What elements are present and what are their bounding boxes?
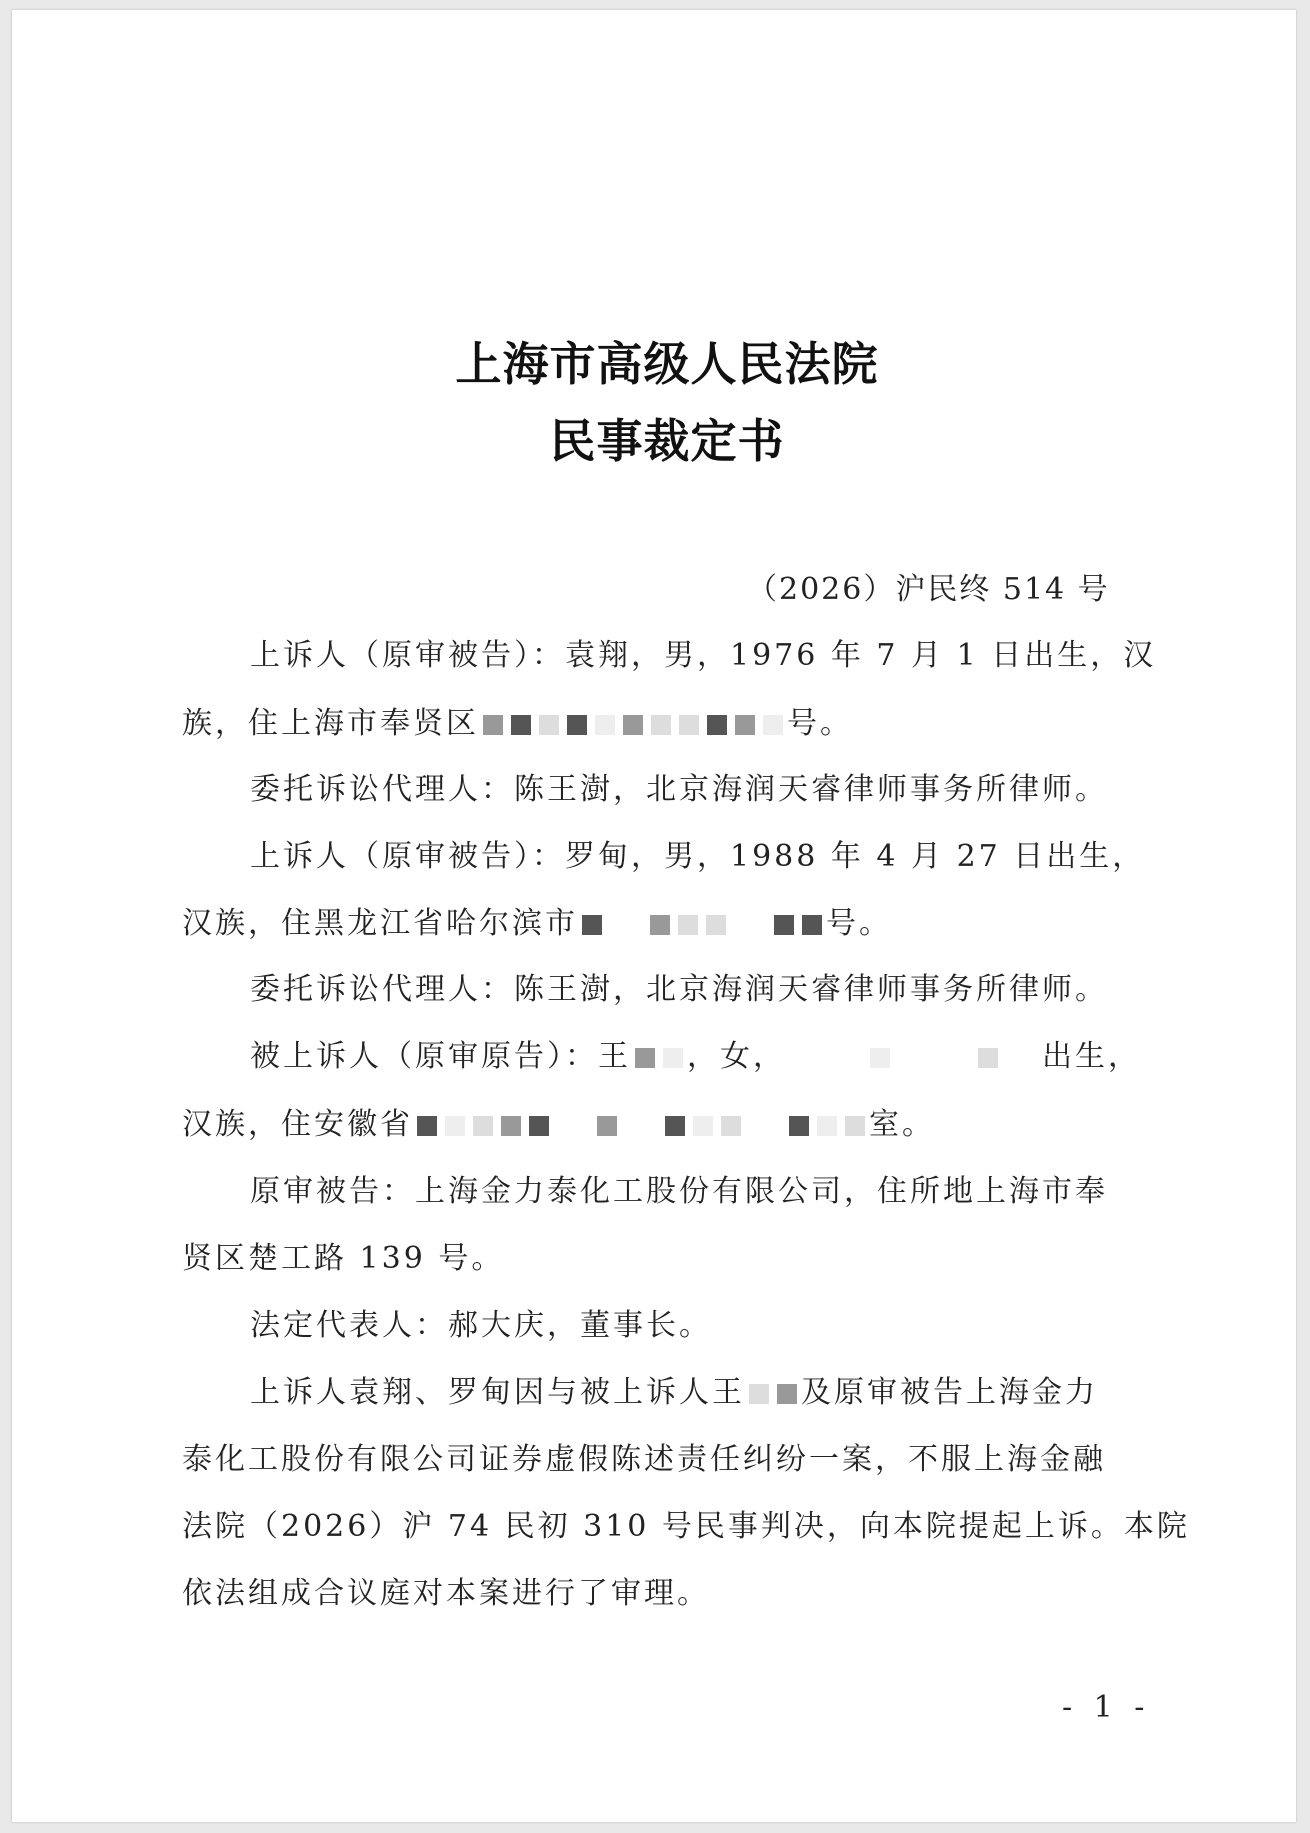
address-prefix: 族，住上海市奉贤区	[182, 706, 479, 741]
redaction	[582, 915, 602, 935]
case-number: （2026）沪民终 514 号	[747, 572, 1110, 607]
redaction	[501, 1116, 521, 1136]
case-summary-line-4: 依法组成合议庭对本案进行了审理。	[182, 1576, 710, 1611]
redaction	[445, 1116, 465, 1136]
redaction	[650, 915, 670, 935]
redaction	[665, 1116, 685, 1136]
address-prefix: 汉族，住黑龙江省哈尔滨市	[182, 906, 578, 941]
court-name: 上海市高级人民法院	[455, 337, 879, 391]
redaction	[483, 715, 503, 735]
redaction	[529, 1116, 549, 1136]
redaction	[623, 715, 643, 735]
redaction	[735, 715, 755, 735]
redaction	[539, 715, 559, 735]
redaction	[651, 715, 671, 735]
document-type: 民事裁定书	[549, 414, 785, 468]
paragraph-appellant-2: 上诉人（原审被告）：罗甸，男，1988 年 4 月 27 日出生，	[250, 839, 1146, 874]
address-suffix: 号。	[787, 706, 853, 741]
redaction	[567, 715, 587, 735]
paragraph-legal-rep: 法定代表人：郝大庆，董事长。	[250, 1308, 712, 1343]
document-page	[12, 10, 1296, 1822]
redaction	[763, 715, 783, 735]
redaction	[749, 1384, 769, 1404]
paragraph-agent-1: 委托诉讼代理人：陈王澍，北京海润天睿律师事务所律师。	[250, 772, 1108, 807]
paragraph-original-defendant: 原审被告：上海金力泰化工股份有限公司，住所地上海市奉	[250, 1174, 1108, 1209]
redaction	[663, 1048, 683, 1068]
page-number: - 1 -	[1062, 1690, 1151, 1725]
redaction	[706, 915, 726, 935]
redaction	[679, 715, 699, 735]
case-summary-line-2: 泰化工股份有限公司证券虚假陈述责任纠纷一案，不服上海金融	[182, 1442, 1106, 1477]
address-suffix: 号。	[826, 906, 892, 941]
redaction	[707, 715, 727, 735]
redaction	[597, 1116, 617, 1136]
redaction	[678, 915, 698, 935]
redaction	[789, 1116, 809, 1136]
redaction	[595, 715, 615, 735]
redaction	[721, 1116, 741, 1136]
redaction	[777, 1384, 797, 1404]
redaction	[802, 915, 822, 935]
paragraph-appellant-1: 上诉人（原审被告）：袁翔，男，1976 年 7 月 1 日出生，汉	[250, 638, 1157, 673]
redaction	[693, 1116, 713, 1136]
redaction	[473, 1116, 493, 1136]
redaction	[774, 915, 794, 935]
appellant-1-address	[182, 704, 853, 744]
redaction	[511, 715, 531, 735]
appellant-2-address	[182, 904, 892, 944]
original-defendant-address: 贤区楚工路 139 号。	[182, 1241, 505, 1276]
paragraph-agent-2: 委托诉讼代理人：陈王澍，北京海润天睿律师事务所律师。	[250, 972, 1108, 1007]
redaction	[635, 1048, 655, 1068]
paragraph-case-summary: 上诉人袁翔、罗甸因与被上诉人王 及原审被告上海金力	[250, 1375, 1098, 1410]
redaction	[870, 1048, 890, 1068]
paragraph-appellee: 被上诉人（原审原告）：王 ，女， 出生，	[250, 1039, 1141, 1074]
redaction	[845, 1116, 865, 1136]
redaction	[978, 1048, 998, 1068]
redaction	[817, 1116, 837, 1136]
redaction	[417, 1116, 437, 1136]
case-summary-line-3: 法院（2026）沪 74 民初 310 号民事判决，向本院提起上诉。本院	[182, 1509, 1190, 1544]
appellee-address: 汉族，住安徽省 室。	[182, 1107, 935, 1142]
